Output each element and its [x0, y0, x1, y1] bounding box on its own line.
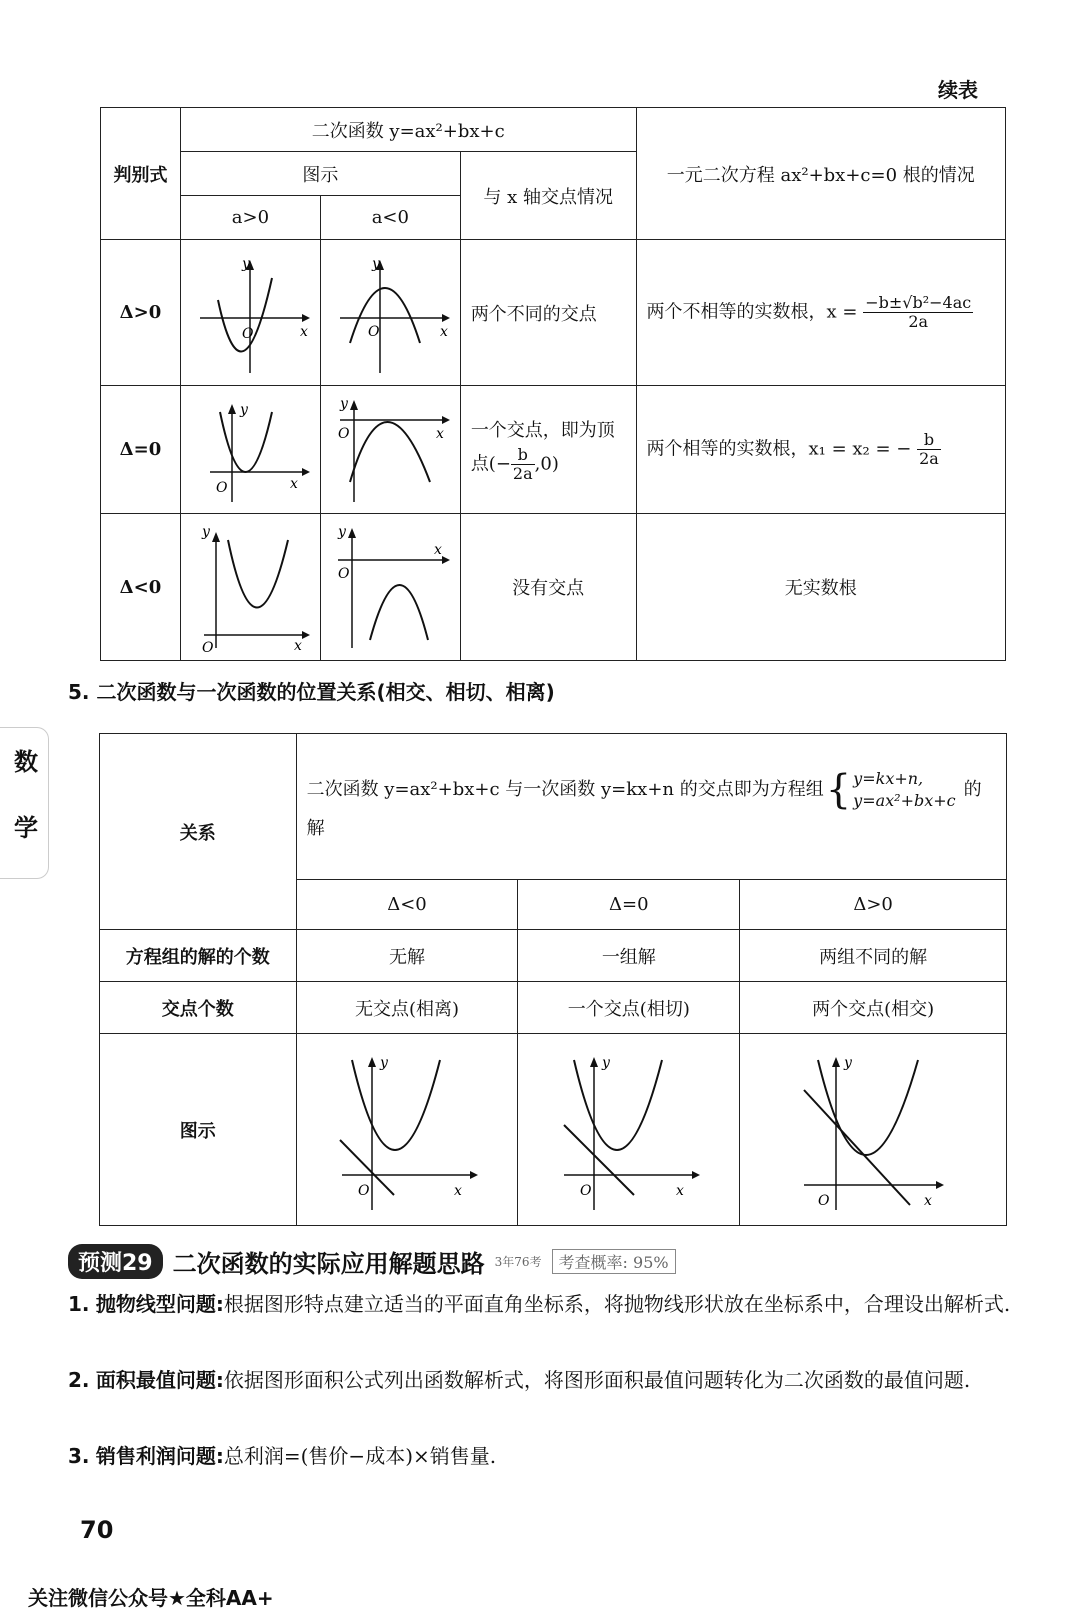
x-axis-label: x — [675, 1182, 684, 1199]
system-line-2: y=ax²+bx+c — [853, 790, 956, 810]
graph-delta-pos-a-pos — [180, 240, 320, 386]
roots-two-distinct — [636, 240, 1005, 386]
x-axis-label: x — [453, 1182, 462, 1199]
list-item — [68, 1285, 1018, 1323]
y-axis-label: y — [202, 523, 211, 540]
origin-label: O — [579, 1182, 592, 1199]
origin-label: O — [818, 1192, 830, 1209]
x-axis-label: x — [434, 541, 443, 558]
solutions-two: 两组不同的解 — [740, 930, 1007, 982]
promo-text: 关注微信公众号★全科AA+ — [28, 1586, 274, 1610]
intersection-prefix: 点(− — [470, 453, 511, 475]
position-relation-table — [99, 733, 1007, 1226]
item-heading: 面积最值问题: — [95, 1368, 224, 1392]
header-intersection: 与 x 轴交点情况 — [460, 152, 636, 240]
graph-delta-neg-a-pos — [180, 514, 320, 661]
system-line-1: y=kx+n, — [853, 768, 924, 788]
graph-intersecting — [740, 1034, 1007, 1226]
item-text: 根据图形特点建立适当的平面直角坐标系，将抛物线形状放在坐标系中，合理设出解析式. — [223, 1292, 1011, 1316]
continued-label: 续表 — [938, 78, 978, 102]
y-axis-label: y — [379, 1054, 388, 1071]
origin-label: O — [368, 323, 380, 340]
relation-text-end: 解 — [306, 817, 325, 839]
origin-label: O — [216, 480, 228, 496]
intersection-none: 没有交点 — [460, 514, 636, 661]
intersection-denominator: 2a — [512, 464, 533, 483]
points-two: 两个交点(相交) — [740, 982, 1007, 1034]
exam-frequency-tag: 3年76考 — [494, 1255, 542, 1269]
x-axis-label: x — [294, 637, 303, 654]
row-delta-positive: Δ>0 — [101, 240, 181, 386]
subject-char-2: 学 — [14, 813, 38, 842]
item-number: 2. — [68, 1368, 90, 1392]
roots-denominator: 2a — [908, 312, 929, 331]
roots-numerator: −b±√b²−4ac — [865, 293, 972, 312]
graph-delta-zero-a-neg — [320, 386, 460, 514]
x-axis-label: x — [924, 1192, 933, 1209]
x-axis-label: x — [440, 323, 449, 340]
points-label: 交点个数 — [100, 982, 297, 1034]
case-delta-positive: Δ>0 — [740, 880, 1007, 930]
item-text: 依据图形面积公式列出函数解析式，将图形面积最值问题转化为二次函数的最值问题. — [223, 1368, 971, 1392]
y-axis-label: y — [242, 255, 251, 272]
case-delta-zero: Δ=0 — [518, 880, 740, 930]
origin-label: O — [357, 1182, 370, 1199]
header-function: 二次函数 y=ax²+bx+c — [180, 108, 636, 152]
probability-stamp: 考查概率: 95% — [552, 1249, 676, 1274]
item-text: 总利润=(售价−成本)×销售量. — [223, 1444, 497, 1468]
relation-text-after: 的 — [963, 778, 982, 800]
prediction-badge: 预测29 — [68, 1244, 163, 1279]
roots-denominator: 2a — [919, 449, 939, 468]
section-29-title: 二次函数的实际应用解题思路 — [172, 1250, 485, 1278]
x-axis-label: x — [436, 426, 445, 442]
roots-none: 无实数根 — [636, 514, 1005, 661]
header-graph: 图示 — [180, 152, 460, 196]
y-axis-label: y — [338, 523, 347, 540]
row-delta-negative: Δ<0 — [101, 514, 181, 661]
y-axis-label: y — [240, 402, 249, 418]
graph-delta-neg-a-neg — [320, 514, 460, 661]
relation-text-before: 二次函数 y=ax²+bx+c 与一次函数 y=kx+n 的交点即为方程组 — [306, 778, 824, 800]
roots-prefix: 两个相等的实数根，x₁ = x₂ = − — [646, 438, 912, 460]
origin-label: O — [202, 639, 214, 655]
intersection-numerator: b — [511, 446, 535, 465]
graph-delta-pos-a-neg — [320, 240, 460, 386]
x-axis-label: x — [290, 476, 299, 492]
origin-label: O — [338, 565, 350, 582]
points-none: 无交点(相离) — [296, 982, 518, 1034]
y-axis-label: y — [844, 1054, 853, 1071]
item-number: 1. — [68, 1292, 90, 1316]
y-axis-label: y — [601, 1054, 610, 1071]
row-delta-zero: Δ=0 — [101, 386, 181, 514]
graph-tangent — [518, 1034, 740, 1226]
page-number: 70 — [80, 1516, 114, 1544]
roots-equal — [636, 386, 1005, 514]
points-one: 一个交点(相切) — [518, 982, 740, 1034]
case-delta-negative: Δ<0 — [296, 880, 518, 930]
header-a-negative: a<0 — [320, 196, 460, 240]
brace: { — [825, 766, 852, 813]
item-number: 3. — [68, 1444, 90, 1468]
solutions-none: 无解 — [296, 930, 518, 982]
list-item — [68, 1361, 1018, 1399]
subject-tab — [0, 727, 49, 879]
subject-char-1: 数 — [14, 747, 38, 776]
roots-prefix: 两个不相等的实数根，x = — [646, 301, 858, 323]
list-item — [68, 1437, 1018, 1475]
origin-label: O — [338, 426, 350, 442]
y-axis-label: y — [340, 396, 349, 412]
graph-label: 图示 — [100, 1034, 297, 1226]
section-29-heading — [68, 1244, 676, 1279]
relation-description — [296, 734, 1006, 880]
intersection-vertex — [460, 386, 636, 514]
item-heading: 抛物线型问题: — [95, 1292, 224, 1316]
item-heading: 销售利润问题: — [95, 1444, 224, 1468]
x-axis-label: x — [300, 323, 309, 340]
roots-numerator: b — [917, 431, 941, 450]
header-a-positive: a>0 — [180, 196, 320, 240]
y-axis-label: y — [372, 255, 381, 272]
intersection-line1: 一个交点，即为顶 — [470, 420, 615, 441]
section-5-title: 二次函数与一次函数的位置关系(相交、相切、相离) — [96, 680, 555, 704]
solutions-one: 一组解 — [518, 930, 740, 982]
graph-delta-zero-a-pos — [180, 386, 320, 514]
relation-label: 关系 — [100, 734, 297, 930]
intersection-suffix: ,0) — [534, 453, 559, 475]
section-5-number: 5. — [68, 680, 90, 704]
discriminant-table — [100, 107, 1006, 661]
intersection-two-points: 两个不同的交点 — [460, 240, 636, 386]
graph-separate — [296, 1034, 518, 1226]
solutions-label: 方程组的解的个数 — [100, 930, 297, 982]
section-5-heading — [68, 676, 555, 705]
header-roots: 一元二次方程 ax²+bx+c=0 根的情况 — [636, 108, 1005, 240]
header-discriminant: 判别式 — [101, 108, 181, 240]
origin-label: O — [242, 325, 254, 342]
